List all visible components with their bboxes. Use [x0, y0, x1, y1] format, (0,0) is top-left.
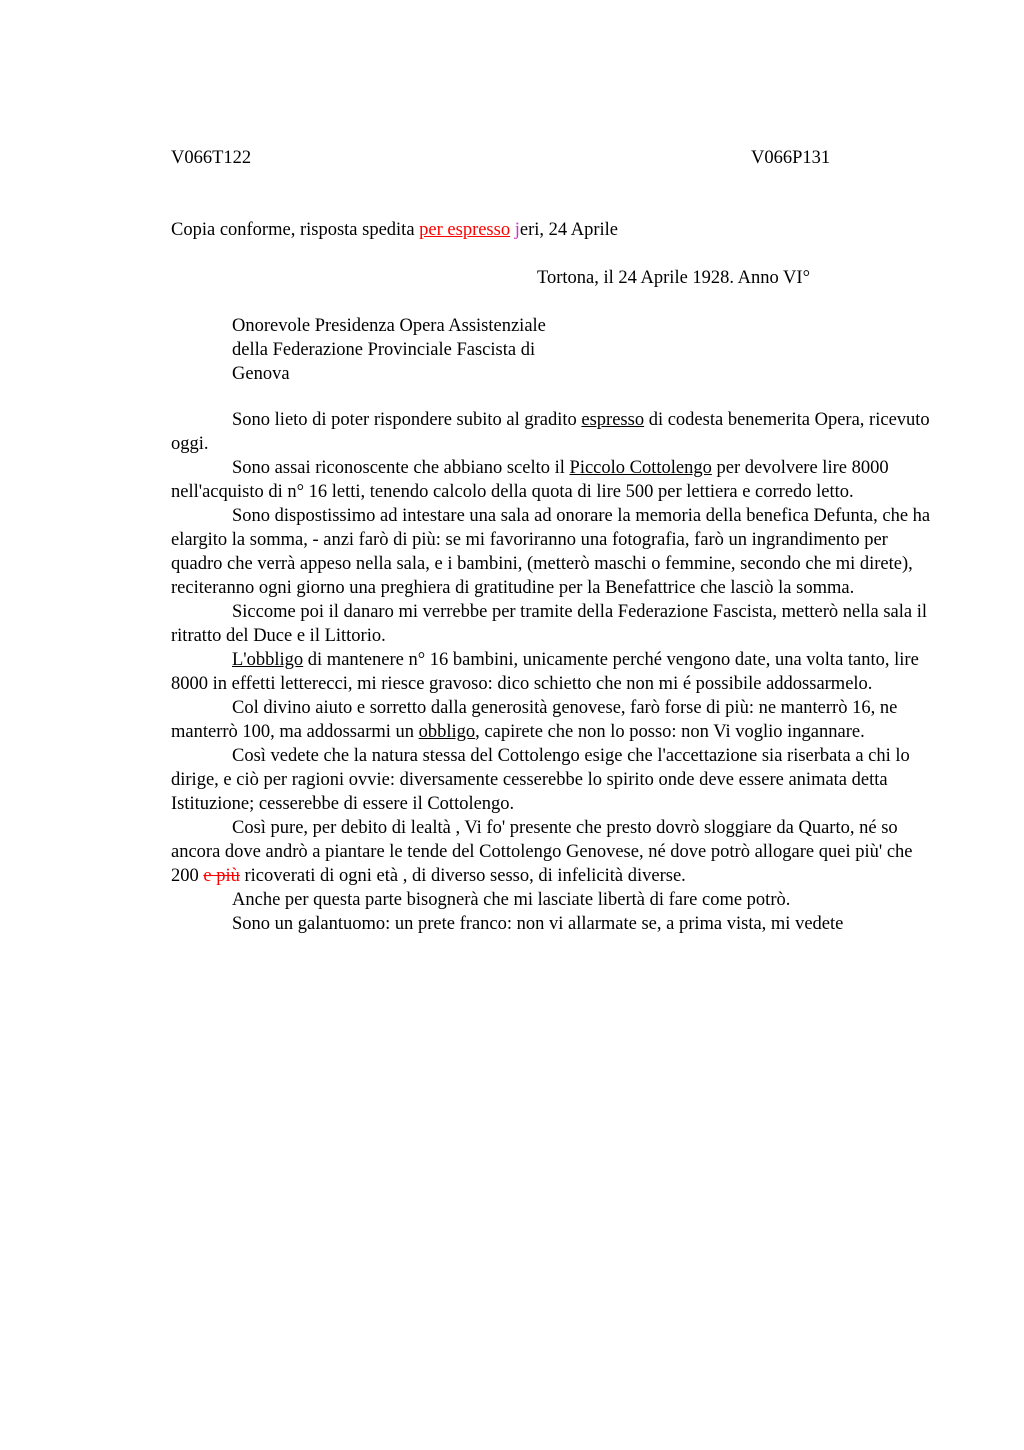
paragraph-3: Sono dispostissimo ad intestare una sala ad onorare la memoria della benefica Defunta, che ha elargito la somma, - anzi farò di più: se mi favoriranno una fotografia, farò un ingrandimento per quadro che verrà appeso nella sala, e i bambini, (metterò maschi o femmine, secondo che mi direte), reciteranno ogni giorno una preghiera di gratitudine per la Benefattrice che lasciò la somma.	[171, 506, 931, 598]
dateline: Tortona, il 24 Aprile 1928. Anno VI°	[537, 268, 810, 288]
archive-code-left: V066T122	[171, 148, 252, 168]
address-line-3: Genova	[232, 364, 290, 384]
paragraph-6-text-a: Col divino aiuto e sorretto dalla generosità genovese, farò forse di più: ne manterrò 16, ne manterrò 100, ma addossarmi un	[171, 698, 898, 742]
copy-note-prefix: Copia conforme, risposta spedita	[171, 220, 420, 240]
copy-note-highlight: per espresso	[419, 220, 511, 240]
paragraph-2-text-b: per devolvere lire 8000 nell'acquisto di n° 16 letti, tenendo calcolo della quota di lire 500 per lettiera e corredo letto.	[171, 458, 889, 502]
letter-body	[171, 408, 931, 936]
paragraph-1-text-a: Sono lieto di poter rispondere subito al gradito	[232, 410, 582, 430]
archive-code-right: V066P131	[751, 148, 831, 168]
paragraph-1	[171, 408, 931, 456]
paragraph-6	[171, 696, 931, 744]
paragraph-8	[171, 816, 931, 888]
copy-note	[171, 218, 618, 242]
paragraph-9: Anche per questa parte bisognerà che mi lasciate libertà di fare come potrò.	[232, 890, 791, 910]
copy-note-magenta-letter: j	[514, 220, 520, 240]
paragraph-4: Siccome poi il danaro mi verrebbe per tramite della Federazione Fascista, metterò nella sala il ritratto del Duce e il Littorio.	[171, 602, 928, 646]
address-line-1: Onorevole Presidenza Opera Assistenziale	[232, 316, 546, 336]
copy-note-suffix: eri, 24 Aprile	[519, 220, 618, 240]
paragraph-2-text-a: Sono assai riconoscente che abbiano scelto il	[232, 458, 570, 478]
paragraph-6-text-b: , capirete che non lo posso: non Vi voglio ingannare.	[475, 722, 865, 742]
paragraph-5-underlined: L'obbligo	[232, 650, 304, 670]
address-line-2: della Federazione Provinciale Fascista di	[232, 340, 536, 360]
paragraph-8-struck-text: e più	[203, 866, 240, 886]
paragraph-7: Così vedete che la natura stessa del Cottolengo esige che l'accettazione sia riserbata a chi lo dirige, e ciò per ragioni ovvie: diversamente cesserebbe lo spirito onde deve essere animata detta Istituzione; cesserebbe di essere il Cottolengo.	[171, 746, 910, 814]
paragraph-1-text-b: di codesta benemerita Opera, ricevuto oggi.	[171, 410, 930, 454]
paragraph-5	[171, 648, 931, 696]
paragraph-6-underlined: obbligo	[418, 722, 476, 742]
paragraph-8-text-a: Così pure, per debito di lealtà , Vi fo' presente che presto dovrò sloggiare da Quarto, né so ancora dove andrò a piantare le tende del Cottolengo Genovese, né dove potrò allogare quei più' che 200	[171, 818, 913, 886]
paragraph-5-text-b: di mantenere n° 16 bambini, unicamente perché vengono date, una volta tanto, lire 8000 in effetti letterecci, mi riesce gravoso: dico schietto che non mi é possibile addossarmelo.	[171, 650, 919, 694]
recipient-address	[232, 314, 546, 386]
paragraph-2	[171, 456, 931, 504]
paragraph-10: Sono un galantuomo: un prete franco: non vi allarmate se, a prima vista, mi vedete	[232, 914, 844, 934]
paragraph-8-text-b: ricoverati di ogni età , di diverso sesso, di infelicità diverse.	[239, 866, 686, 886]
paragraph-2-underlined: Piccolo Cottolengo	[569, 458, 712, 478]
paragraph-1-underlined: espresso	[581, 410, 645, 430]
